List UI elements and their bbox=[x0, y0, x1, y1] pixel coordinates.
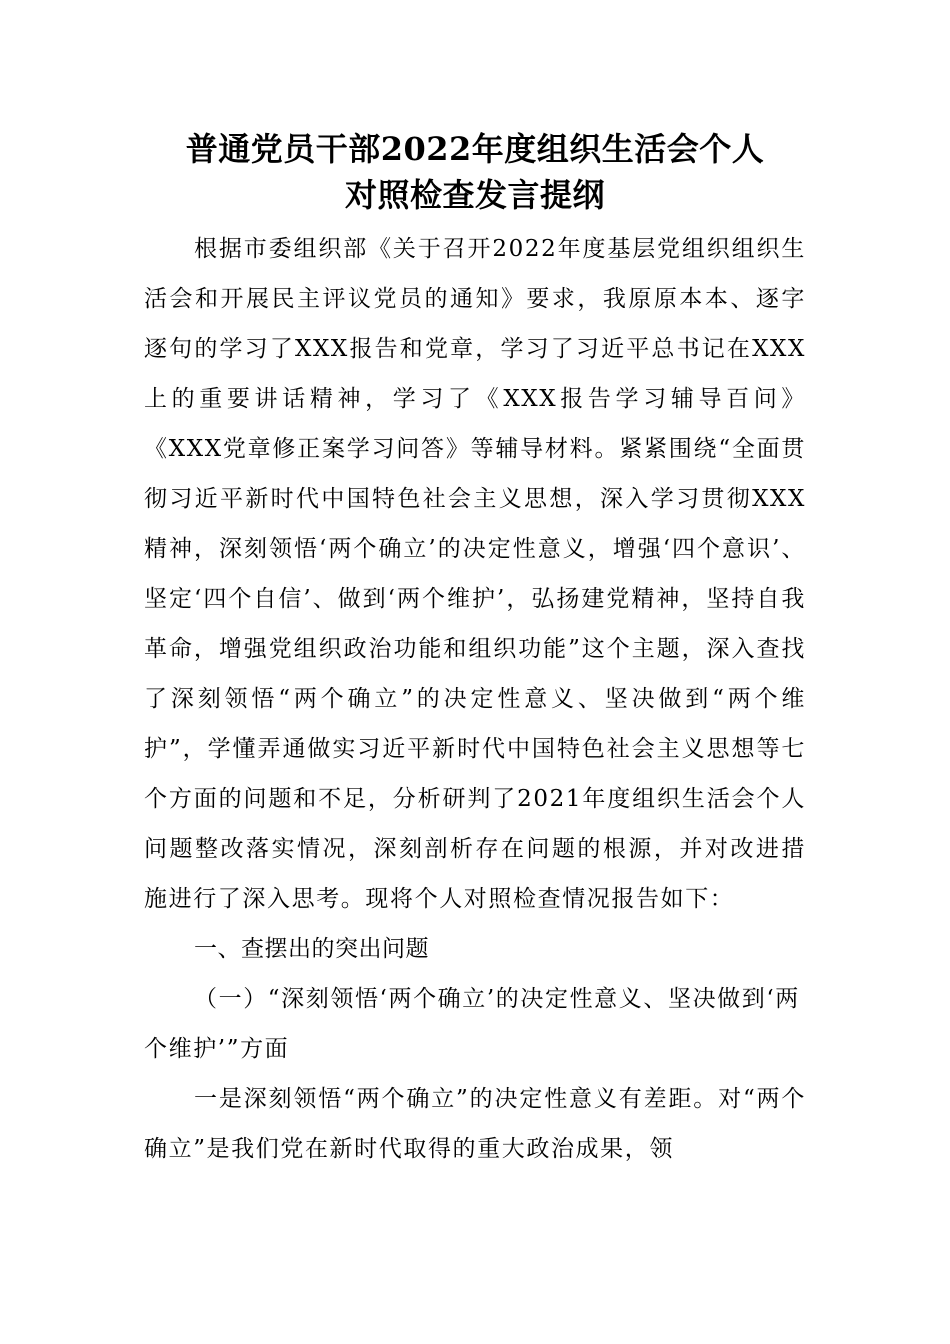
title-line-2: 对照检查发言提纲 bbox=[344, 176, 605, 214]
document-title bbox=[144, 126, 806, 218]
subsection-heading-1: （一）“深刻领悟‘两个确立’的决定性意义、坚决做到‘两个维护’”方面 bbox=[144, 986, 800, 1062]
intro-paragraph: 根据市委组织部《关于召开2022年度基层党组织组织生活会和开展民主评议党员的通知》要求，我原原本本、逐字逐句的学习了XXX报告和党章，学习了习近平总书记在XXX上的重要讲话精神，学习了《XXX报告学习辅导百问》《XXX党章修正案学习问答》等辅导材料。紧紧围绕“全面贯彻习近平新时代中国特色社会主义思想，深入学习贯彻XXX精神，深刻领悟‘两个确立’的决定性意义，增强‘四个意识’、坚定‘四个自信’、做到‘两个维护’，弘扬建党精神，坚持自我革命，增强党组织政治功能和组织功能”这个主题，深入查找了深刻领悟“两个确立”的决定性意义、坚决做到“两个维护”，学懂弄通做实习近平新时代中国特色社会主义思想等七个方面的问题和不足，分析研判了2021年度组织生活会个人问题整改落实情况，深刻剖析存在问题的根源，并对改进措施进行了深入思考。现将个人对照检查情况报告如下： bbox=[144, 236, 806, 912]
section-heading-1: 一、查摆出的突出问题 bbox=[194, 936, 429, 962]
title-line-1: 普通党员干部2022年度组织生活会个人 bbox=[185, 130, 765, 168]
point-paragraph-1: 一是深刻领悟“两个确立”的决定性意义有差距。对“两个确立”是我们党在新时代取得的重大政治成果，领 bbox=[144, 1086, 806, 1162]
